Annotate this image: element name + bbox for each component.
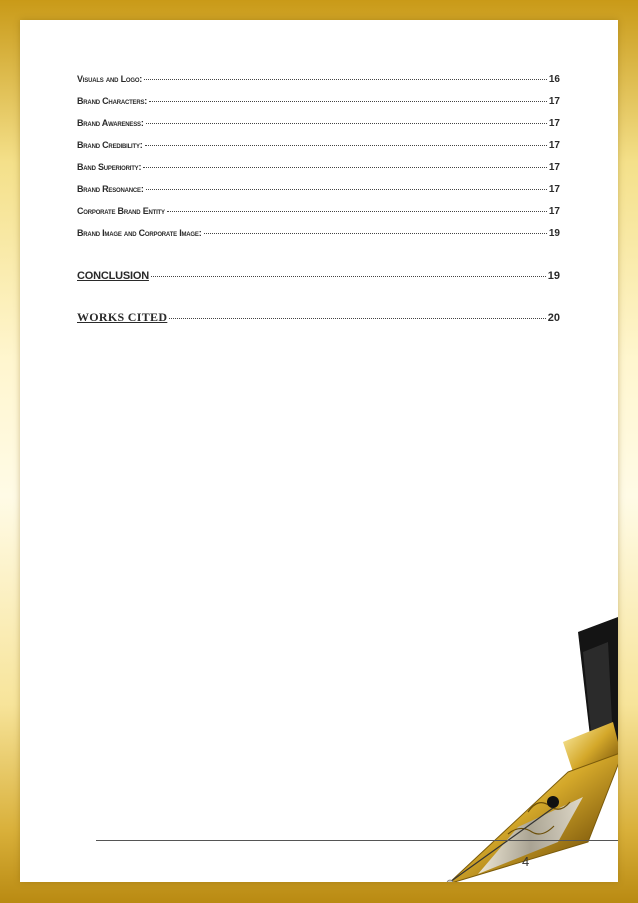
footer-rule xyxy=(96,840,618,841)
toc-entry-brand-resonance[interactable] xyxy=(77,184,560,206)
toc-entry-page: 19 xyxy=(547,270,560,282)
toc-entry-page: 17 xyxy=(548,96,560,107)
toc-entry-page: 17 xyxy=(548,162,560,173)
toc-entry-label: CONCLUSION xyxy=(77,270,149,282)
toc-entry-band-superiority[interactable] xyxy=(77,162,560,184)
toc-entry-label: Visuals and Logo: xyxy=(77,74,143,84)
toc-entry-corporate-brand-entity[interactable] xyxy=(77,206,560,228)
toc-leader xyxy=(143,167,547,168)
toc-entry-brand-image-corporate-image[interactable] xyxy=(77,228,560,250)
toc-entry-page: 17 xyxy=(548,206,560,217)
toc-entry-page: 16 xyxy=(548,74,560,85)
toc-entry-label: Brand Characters: xyxy=(77,96,148,106)
table-of-contents xyxy=(77,74,560,336)
toc-entry-label: Brand Credibility: xyxy=(77,140,143,150)
toc-entry-label: Band Superiority: xyxy=(77,162,142,172)
toc-leader xyxy=(145,145,547,146)
toc-entry-works-cited[interactable] xyxy=(77,310,560,336)
toc-entry-brand-characters[interactable] xyxy=(77,96,560,118)
toc-entry-page: 17 xyxy=(548,184,560,195)
toc-entry-label: Brand Awareness: xyxy=(77,118,144,128)
document-page xyxy=(20,20,618,882)
toc-leader xyxy=(169,318,545,319)
toc-entry-page: 19 xyxy=(548,228,560,239)
toc-leader xyxy=(204,233,547,234)
toc-entry-label: Corporate Brand Entity xyxy=(77,206,165,216)
toc-leader xyxy=(144,79,547,80)
toc-entry-page: 17 xyxy=(548,140,560,151)
toc-entry-label: Brand Image and Corporate Image: xyxy=(77,228,202,238)
toc-leader xyxy=(167,211,547,212)
toc-entry-brand-credibility[interactable] xyxy=(77,140,560,162)
toc-leader xyxy=(146,123,547,124)
toc-leader xyxy=(151,276,546,277)
toc-entry-brand-awareness[interactable] xyxy=(77,118,560,140)
toc-leader xyxy=(146,189,547,190)
toc-entry-label: WORKS CITED xyxy=(77,310,168,324)
toc-entry-conclusion[interactable] xyxy=(77,270,560,296)
page-number: 4 xyxy=(522,854,530,869)
toc-entry-label: Brand Resonance: xyxy=(77,184,144,194)
toc-entry-page: 20 xyxy=(547,312,560,324)
fountain-pen-icon xyxy=(378,612,618,882)
toc-entry-visuals-logo[interactable] xyxy=(77,74,560,96)
toc-leader xyxy=(149,101,547,102)
toc-entry-page: 17 xyxy=(548,118,560,129)
